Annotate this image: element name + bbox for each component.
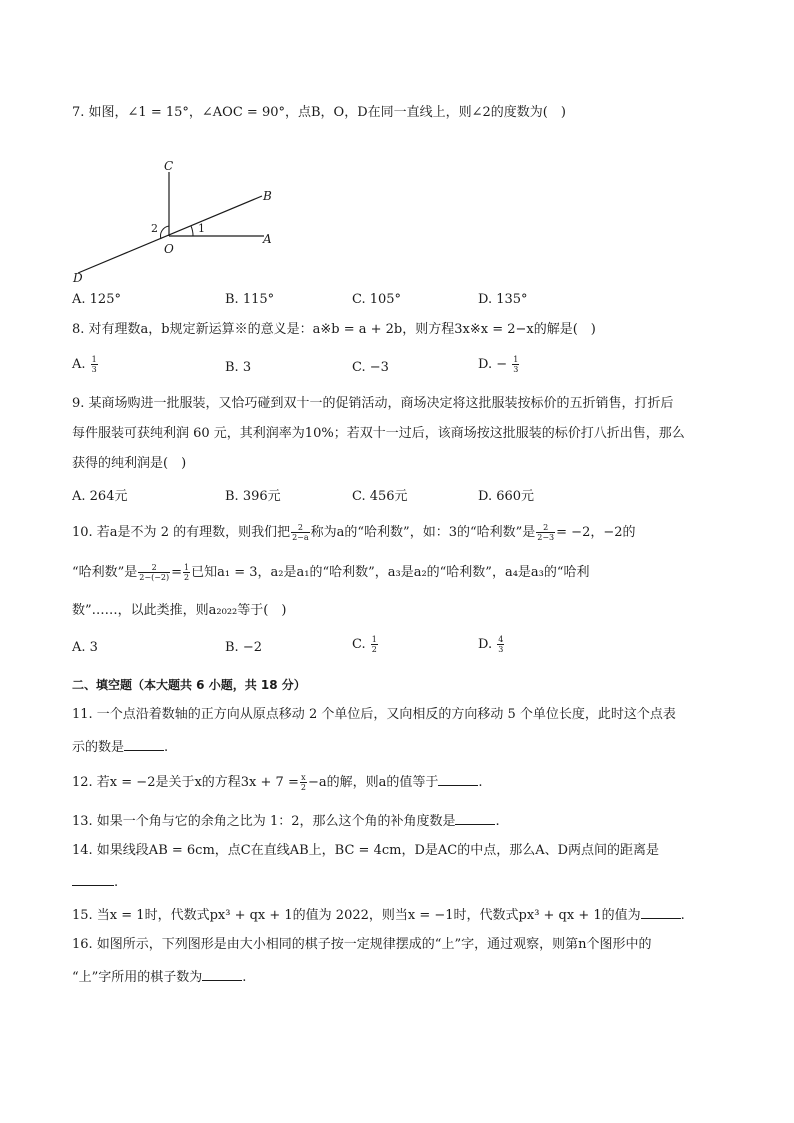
question-9-line-3: 获得的纯利润是( ) [72,456,187,471]
q10-option-b: B. −2 [225,640,262,655]
q9-option-b: B. 396元 [225,489,281,504]
q8-option-a: A. $\frac{1}{3}$ [72,355,97,374]
q10-option-a: A. 3 [72,640,98,655]
label-a: A [263,232,272,246]
q10-option-d: D. $\frac{4}{3}$ [478,635,504,654]
question-10-line-1: 10. 若a是不为 2 的有理数，则我们把 $\frac{2}{2-a}$ 称为a的“哈利数”，如：3的“哈利数”是 $\frac{2}{2-3}$ = −2，−2的 [72,523,636,542]
label-angle-2: 2 [151,222,158,235]
question-16-line-1: 16. 如图所示，下列图形是由大小相同的棋子按一定规律摆成的“上”字，通过观察，则第n个图形中的 [72,937,652,952]
line-bd [78,196,262,273]
question-8-text: 8. 对有理数a，b规定新运算※的意义是：a※b = a + 2b，则方程3x※x = 2−x的解是( ) [72,322,596,337]
question-10-line-2: “哈利数”是 $\frac{2}{2-(-2)}$ = $\frac{1}{2}$ 已知a₁ = 3，a₂是a₁的“哈利数”，a₃是a₂的“哈利数”，a₄是a₃的“哈利 [72,563,590,582]
answer-blank-14[interactable] [72,872,114,886]
angle-figure [68,152,308,292]
question-12-text: 12. 若x = −2是关于x的方程3x + 7 = $\frac{x}{2}$ −a的解，则a的值等于 . [72,773,483,792]
q7-option-a: A. 125° [72,292,121,307]
label-o: O [164,242,174,256]
question-14-line-1: 14. 如果线段AB = 6cm，点C在直线AB上，BC = 4cm，D是AC的中点，那么A、D两点间的距离是 [72,843,660,858]
section-2-heading: 二、填空题（本大题共 6 小题，共 18 分） [72,678,306,692]
question-11-line-1: 11. 一个点沿着数轴的正方向从原点移动 2 个单位后，又向相反的方向移动 5 个单位长度，此时这个点表 [72,707,676,722]
label-d: D [73,271,83,285]
label-c: C [164,159,174,173]
question-16-line-2: “上”字所用的棋子数为 . [72,967,246,987]
question-9-line-1: 9. 某商场购进一批服装，又恰巧碰到双十一的促销活动，商场决定将这批服装按标价的五折销售，打折后 [72,396,674,411]
question-14-line-2: . [72,872,118,892]
q7-option-c: C. 105° [352,292,402,307]
answer-blank-15[interactable] [641,905,681,919]
answer-blank-16[interactable] [202,967,242,981]
question-9-line-2: 每件服装可获纯利润 60 元，其利润率为10%；若双十一过后，该商场按这批服装的标价打八折出售，那么 [72,426,685,441]
q9-option-d: D. 660元 [478,489,535,504]
q9-option-c: C. 456元 [352,489,408,504]
q8-option-b: B. 3 [225,360,252,375]
question-13-text: 13. 如果一个角与它的余角之比为 1：2，那么这个角的补角度数是 . [72,811,500,831]
question-7-text: 7. 如图，∠1 = 15°，∠AOC = 90°，点B，O，D在同一直线上，则∠2的度数为( ) [72,105,566,120]
angle-1-arc [191,226,193,236]
label-angle-1: 1 [198,222,205,235]
question-15-text: 15. 当x = 1时，代数式px³ + qx + 1的值为 2022，则当x = −1时，代数式px³ + qx + 1的值为 . [72,905,685,925]
answer-blank-13[interactable] [455,811,495,825]
q7-option-d: D. 135° [478,292,528,307]
q10-option-c: C. $\frac{1}{2}$ [352,635,377,654]
q8-option-d: D. − $\frac{1}{3}$ [478,355,519,374]
q9-option-a: A. 264元 [72,489,128,504]
question-10-line-3: 数”……，以此类推，则a₂₀₂₂等于( ) [72,603,287,618]
q8-option-c: C. −3 [352,360,389,375]
q7-option-b: B. 115° [225,292,275,307]
label-b: B [263,189,272,203]
question-11-line-2: 示的数是 . [72,737,168,757]
answer-blank-11[interactable] [124,737,164,751]
answer-blank-12[interactable] [438,772,478,786]
